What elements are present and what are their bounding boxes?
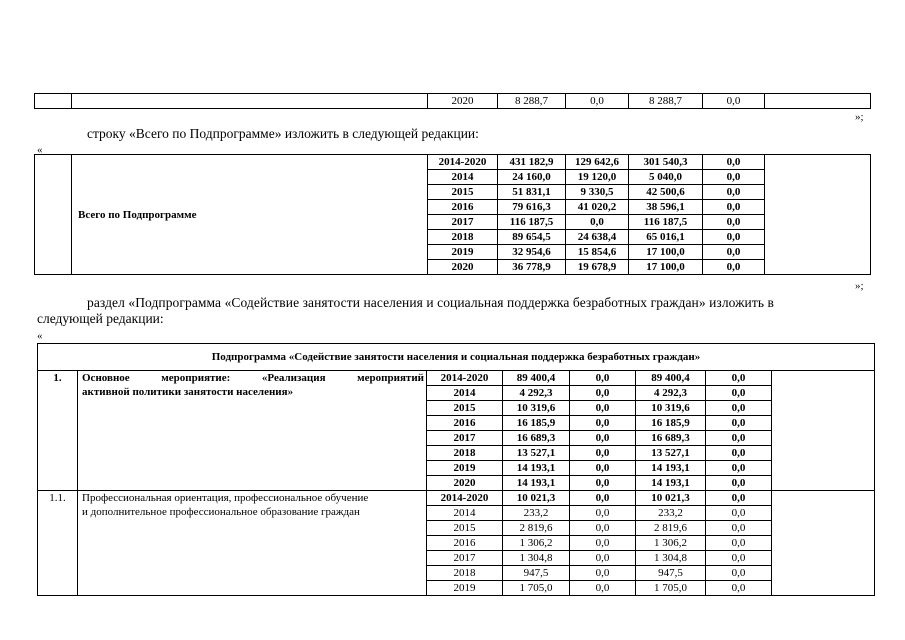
table-row [38,371,875,386]
value-cell: 16 689,3 [503,431,570,446]
value-cell: 10 319,6 [636,401,706,416]
value-cell: 0,0 [703,215,765,230]
value-cell: 0,0 [570,506,636,521]
value-cell: 0,0 [706,446,772,461]
empty-cell [772,371,875,491]
value-cell: 10 021,3 [636,491,706,506]
value-cell: 431 182,9 [498,155,566,170]
value-cell: 0,0 [706,476,772,491]
value-cell: 0,0 [703,230,765,245]
value-cell: 233,2 [503,506,570,521]
value-cell: 51 831,1 [498,185,566,200]
value-cell: 0,0 [570,386,636,401]
value-cell: 14 193,1 [636,461,706,476]
value-cell: 0,0 [703,245,765,260]
value-cell: 0,0 [703,94,765,109]
value-cell: 0,0 [570,416,636,431]
value-cell: 8 288,7 [498,94,566,109]
year-cell: 2018 [427,566,503,581]
value-cell: 2 819,6 [503,521,570,536]
name-cell [72,94,428,109]
value-cell: 0,0 [706,416,772,431]
value-cell: 0,0 [566,94,629,109]
value-cell: 16 689,3 [636,431,706,446]
year-cell: 2015 [427,521,503,536]
value-cell: 116 187,5 [498,215,566,230]
year-cell: 2019 [427,581,503,596]
value-cell: 129 642,6 [566,155,629,170]
item-name-line2: активной политики занятости населения» [82,386,294,398]
value-cell: 0,0 [570,536,636,551]
num-cell [35,94,72,109]
subprogram-title: Подпрограмма «Содействие занятости населения и социальная поддержка безработных граждан» [38,344,875,371]
table-row [35,94,871,109]
value-cell: 14 193,1 [636,476,706,491]
value-cell: 0,0 [570,581,636,596]
value-cell: 0,0 [570,551,636,566]
value-cell: 0,0 [706,506,772,521]
value-cell: 1 705,0 [636,581,706,596]
year-cell: 2014-2020 [427,371,503,386]
total-label: Всего по Подпрограмме [72,155,428,275]
year-cell: 2016 [427,416,503,431]
table-row [35,155,871,170]
value-cell: 8 288,7 [629,94,703,109]
value-cell: 0,0 [566,215,629,230]
year-cell: 2014 [427,506,503,521]
item-name-line1: Профессиональная ориентация, профессиональное обучение [82,492,369,504]
empty-cell [772,491,875,596]
value-cell: 1 705,0 [503,581,570,596]
value-cell: 0,0 [570,491,636,506]
value-cell: 0,0 [706,491,772,506]
value-cell: 10 319,6 [503,401,570,416]
open-quote-mark: « [37,144,43,156]
item-number: 1. [38,371,78,491]
value-cell: 0,0 [706,371,772,386]
value-cell: 10 021,3 [503,491,570,506]
value-cell: 16 185,9 [636,416,706,431]
value-cell: 0,0 [570,371,636,386]
value-cell: 79 616,3 [498,200,566,215]
value-cell: 89 654,5 [498,230,566,245]
value-cell: 0,0 [706,461,772,476]
value-cell: 65 016,1 [629,230,703,245]
table-subprogram [37,343,875,596]
value-cell: 4 292,3 [636,386,706,401]
value-cell: 947,5 [636,566,706,581]
value-cell: 0,0 [570,461,636,476]
year-cell: 2016 [427,536,503,551]
instruction-paragraph-line1: раздел «Подпрограмма «Содействие занятости населения и социальная поддержка безработных граждан» изложить в [87,295,774,310]
value-cell: 17 100,0 [629,260,703,275]
value-cell: 0,0 [706,581,772,596]
year-cell: 2014-2020 [428,155,498,170]
value-cell: 0,0 [703,260,765,275]
value-cell: 14 193,1 [503,476,570,491]
subprogram-header-row [38,344,875,371]
value-cell: 16 185,9 [503,416,570,431]
value-cell: 9 330,5 [566,185,629,200]
value-cell: 19 120,0 [566,170,629,185]
value-cell: 36 778,9 [498,260,566,275]
instruction-paragraph-line2: следующей редакции: [37,311,164,326]
table-total [34,154,871,275]
value-cell: 24 160,0 [498,170,566,185]
value-cell: 0,0 [706,386,772,401]
value-cell: 1 306,2 [503,536,570,551]
year-cell: 2017 [427,551,503,566]
value-cell: 13 527,1 [503,446,570,461]
year-cell: 2015 [428,185,498,200]
value-cell: 301 540,3 [629,155,703,170]
value-cell: 233,2 [636,506,706,521]
value-cell: 1 304,8 [636,551,706,566]
value-cell: 1 306,2 [636,536,706,551]
value-cell: 0,0 [703,185,765,200]
num-cell [35,155,72,275]
empty-cell [765,94,871,109]
value-cell: 1 304,8 [503,551,570,566]
value-cell: 0,0 [570,566,636,581]
value-cell: 24 638,4 [566,230,629,245]
value-cell: 14 193,1 [503,461,570,476]
value-cell: 0,0 [706,521,772,536]
value-cell: 0,0 [706,431,772,446]
value-cell: 17 100,0 [629,245,703,260]
value-cell: 0,0 [570,446,636,461]
year-cell: 2020 [428,260,498,275]
value-cell: 4 292,3 [503,386,570,401]
open-quote-mark: « [37,330,43,342]
instruction-paragraph: строку «Всего по Подпрограмме» изложить в следующей редакции: [87,126,479,141]
value-cell: 0,0 [706,551,772,566]
year-cell: 2018 [428,230,498,245]
value-cell: 32 954,6 [498,245,566,260]
year-cell: 2020 [428,94,498,109]
year-cell: 2017 [427,431,503,446]
year-cell: 2014 [428,170,498,185]
value-cell: 15 854,6 [566,245,629,260]
close-quote-mark: »; [855,111,864,123]
value-cell: 0,0 [703,200,765,215]
year-cell: 2014 [427,386,503,401]
item-name-line1: Основное мероприятие: «Реализация мероприятий [82,372,424,384]
close-quote-mark: »; [855,280,864,292]
table-row [38,491,875,506]
value-cell: 0,0 [570,521,636,536]
value-cell: 0,0 [706,401,772,416]
value-cell: 2 819,6 [636,521,706,536]
year-cell: 2015 [427,401,503,416]
year-cell: 2018 [427,446,503,461]
item-name [78,491,427,596]
value-cell: 0,0 [703,170,765,185]
year-cell: 2014-2020 [427,491,503,506]
value-cell: 38 596,1 [629,200,703,215]
item-number: 1.1. [38,491,78,596]
value-cell: 947,5 [503,566,570,581]
year-cell: 2017 [428,215,498,230]
item-name-line2: и дополнительное профессиональное образование граждан [82,506,360,518]
value-cell: 89 400,4 [636,371,706,386]
value-cell: 0,0 [570,476,636,491]
table-previous-row [34,93,871,109]
value-cell: 0,0 [706,536,772,551]
item-name [78,371,427,491]
year-cell: 2016 [428,200,498,215]
value-cell: 19 678,9 [566,260,629,275]
value-cell: 0,0 [706,566,772,581]
empty-cell [765,155,871,275]
year-cell: 2019 [428,245,498,260]
value-cell: 0,0 [570,431,636,446]
value-cell: 5 040,0 [629,170,703,185]
value-cell: 89 400,4 [503,371,570,386]
value-cell: 41 020,2 [566,200,629,215]
value-cell: 0,0 [703,155,765,170]
value-cell: 42 500,6 [629,185,703,200]
year-cell: 2019 [427,461,503,476]
value-cell: 13 527,1 [636,446,706,461]
value-cell: 0,0 [570,401,636,416]
value-cell: 116 187,5 [629,215,703,230]
year-cell: 2020 [427,476,503,491]
